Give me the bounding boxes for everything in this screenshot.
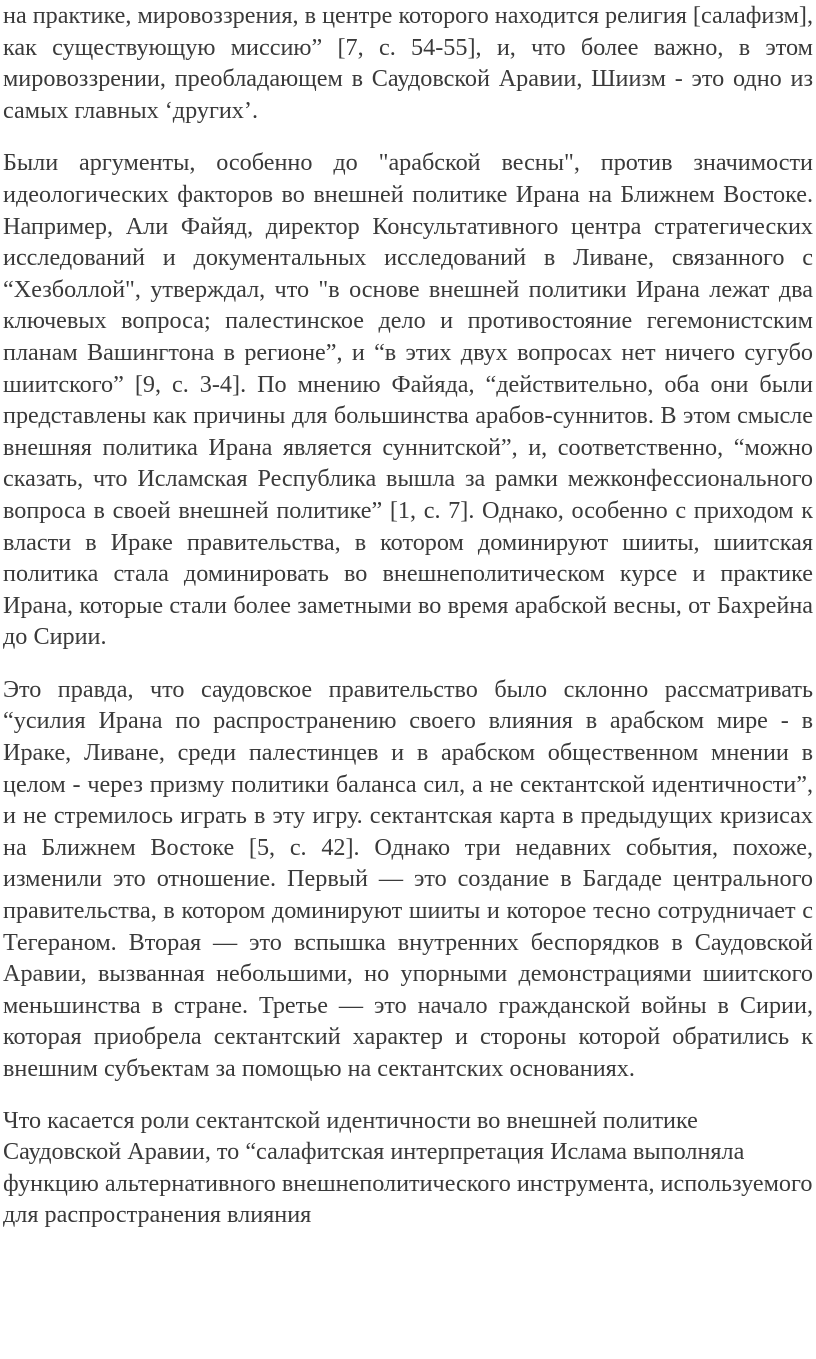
paragraph-1: на практике, мировоззрения, в центре которого находится религия [салафизм], как существующую миссию” [7, с. 54-55], и, что более важно, в этом мировоззрении, преобладающем в Саудовской Аравии, Шиизм - это одно из самых главных ‘других’. xyxy=(3,2,813,124)
paragraph-3: Это правда, что саудовское правительство было склонно рассматривать “усилия Ирана по распространению своего влияния в арабском мире - в Ираке, Ливане, среди палестинцев и в арабском общественном мнении в целом - через призму политики баланса сил, а не сектантской идентичности”, и не стремилось играть в эту игру. сектантская карта в предыдущих кризисах на Ближнем Востоке [5, с. 42]. Однако три недавних события, похоже, изменили это отношение. Первый — это создание в Багдаде центрального правительства, в котором доминируют шииты и которое тесно сотрудничает с Тегераном. Вторая — это вспышка внутренних беспорядков в Саудовской Аравии, вызванная небольшими, но упорными демонстрациями шиитского меньшинства в стране. Третье — это начало гражданской войны в Сирии, которая приобрела сектантский характер и стороны которой обратились к внешним субъектам за помощью на сектантских основаниях. xyxy=(3,675,813,1082)
paragraph-2: Были аргументы, особенно до "арабской весны", против значимости идеологических факторов во внешней политике Ирана на Ближнем Востоке. Например, Али Файяд, директор Консультативного центра стратегических исследований и документальных исследований в Ливане, связанного с “Хезболлой", утверждал, что "в основе внешней политики Ирана лежат два ключевых вопроса; палестинское дело и противостояние гегемонистским планам Вашингтона в регионе”, и “в этих двух вопросах нет ничего сугубо шиитского” [9, с. 3-4]. По мнению Файяда, “действительно, оба они были представлены как причины для большинства арабов-суннитов. В этом смысле внешняя политика Ирана является суннитской”, и, соответственно, “можно сказать, что Исламская Республика вышла за рамки межконфессионального вопроса в своей внешней политике” [1, с. 7]. Однако, особенно с приходом к власти в Ираке правительства, в котором доминируют шииты, шиитская политика стала доминировать во внешнеполитическом курсе и практике Ирана, которые стали более заметными во время арабской весны, от Бахрейна до Сирии. xyxy=(3,149,813,651)
paragraph-4: Что касается роли сектантской идентичности во внешней политике Саудовской Аравии, то “салафитская интерпретация Ислама выполняла функцию альтернативного внешнеполитического инструмента, используемого для распространения влияния xyxy=(3,1106,813,1229)
